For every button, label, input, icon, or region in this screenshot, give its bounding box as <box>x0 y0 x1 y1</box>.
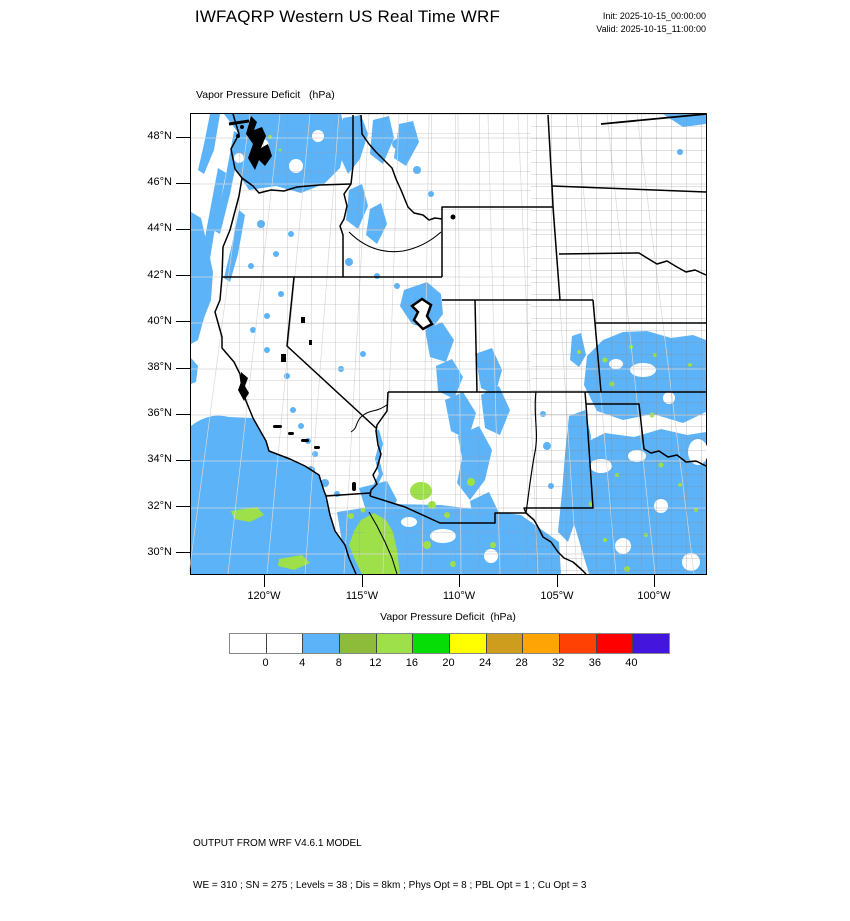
model-info-line1: OUTPUT FROM WRF V4.6.1 MODEL <box>193 838 362 849</box>
map-canvas <box>190 113 707 575</box>
lat-tick-label: 40°N <box>147 314 172 327</box>
lon-tick <box>654 575 655 587</box>
lon-tick <box>459 575 460 587</box>
lat-tick-label: 42°N <box>147 268 172 281</box>
lat-tick <box>176 183 190 184</box>
colorbar <box>229 633 670 654</box>
vpd-map <box>191 114 706 574</box>
lat-tick <box>176 275 190 276</box>
lat-tick <box>176 552 190 553</box>
lat-tick <box>176 321 190 322</box>
lat-tick <box>176 137 190 138</box>
colorbar-tick-label: 40 <box>625 657 638 669</box>
lat-tick-label: 38°N <box>147 361 172 373</box>
lat-tick-label: 32°N <box>147 499 172 512</box>
lon-tick-label: 115°W <box>345 590 379 602</box>
lat-tick-label: 44°N <box>147 222 172 235</box>
colorbar-tick-label: 20 <box>442 657 455 669</box>
colorbar-cell <box>303 634 340 653</box>
colorbar-cell <box>377 634 414 653</box>
colorbar-cell <box>560 634 597 653</box>
colorbar-cell <box>487 634 524 653</box>
run-info <box>556 10 706 36</box>
colorbar-cell <box>413 634 450 653</box>
lon-tick-label: 100°W <box>637 590 671 602</box>
lon-tick-label: 120°W <box>247 590 281 602</box>
colorbar-title: Vapor Pressure Deficit (hPa) <box>380 611 516 623</box>
colorbar-tick-label: 28 <box>515 657 528 669</box>
lat-tick <box>176 368 190 369</box>
colorbar-cell <box>340 634 377 653</box>
colorbar-tick-label: 4 <box>299 657 306 669</box>
lat-tick-label: 30°N <box>147 545 172 558</box>
lon-tick-label: 110°W <box>442 590 476 602</box>
page-title: IWFAQRP Western US Real Time WRF <box>194 7 501 26</box>
lat-tick-label: 34°N <box>147 453 172 466</box>
colorbar-tick-label: 24 <box>478 657 492 669</box>
lat-tick <box>176 414 190 415</box>
lat-tick <box>176 460 190 461</box>
colorbar-tick-label: 16 <box>405 657 419 669</box>
lat-tick-label: 48°N <box>147 130 172 142</box>
lon-tick <box>264 575 265 587</box>
model-info-line2: WE = 310 ; SN = 275 ; Levels = 38 ; Dis = 8km ; Phys Opt = 8 ; PBL Opt = 1 ; Cu Opt = 3 <box>193 880 587 891</box>
lon-tick <box>557 575 558 587</box>
colorbar-cell <box>523 634 560 653</box>
colorbar-tick-label: 0 <box>262 657 269 669</box>
colorbar-tick-label: 32 <box>552 657 565 669</box>
colorbar-cell <box>633 634 669 653</box>
colorbar-cell <box>450 634 487 653</box>
lat-tick-label: 36°N <box>147 407 172 420</box>
colorbar-tick-label: 8 <box>335 657 342 669</box>
lon-tick-label: 105°W <box>540 590 574 602</box>
colorbar-cell <box>267 634 304 653</box>
init-timestamp: Init: 2025-10-15_00:00:00 <box>602 11 706 21</box>
colorbar-cell <box>597 634 634 653</box>
lat-tick <box>176 506 190 507</box>
lat-tick <box>176 229 190 230</box>
model-info <box>193 809 586 921</box>
colorbar-cell <box>230 634 267 653</box>
valid-timestamp: Valid: 2025-10-15_11:00:00 <box>596 24 706 34</box>
colorbar-tick-label: 36 <box>588 657 601 669</box>
map-title: Vapor Pressure Deficit (hPa) <box>196 89 335 101</box>
lat-tick-label: 46°N <box>147 176 172 189</box>
colorbar-tick-label: 12 <box>369 657 382 669</box>
lon-tick <box>362 575 363 587</box>
